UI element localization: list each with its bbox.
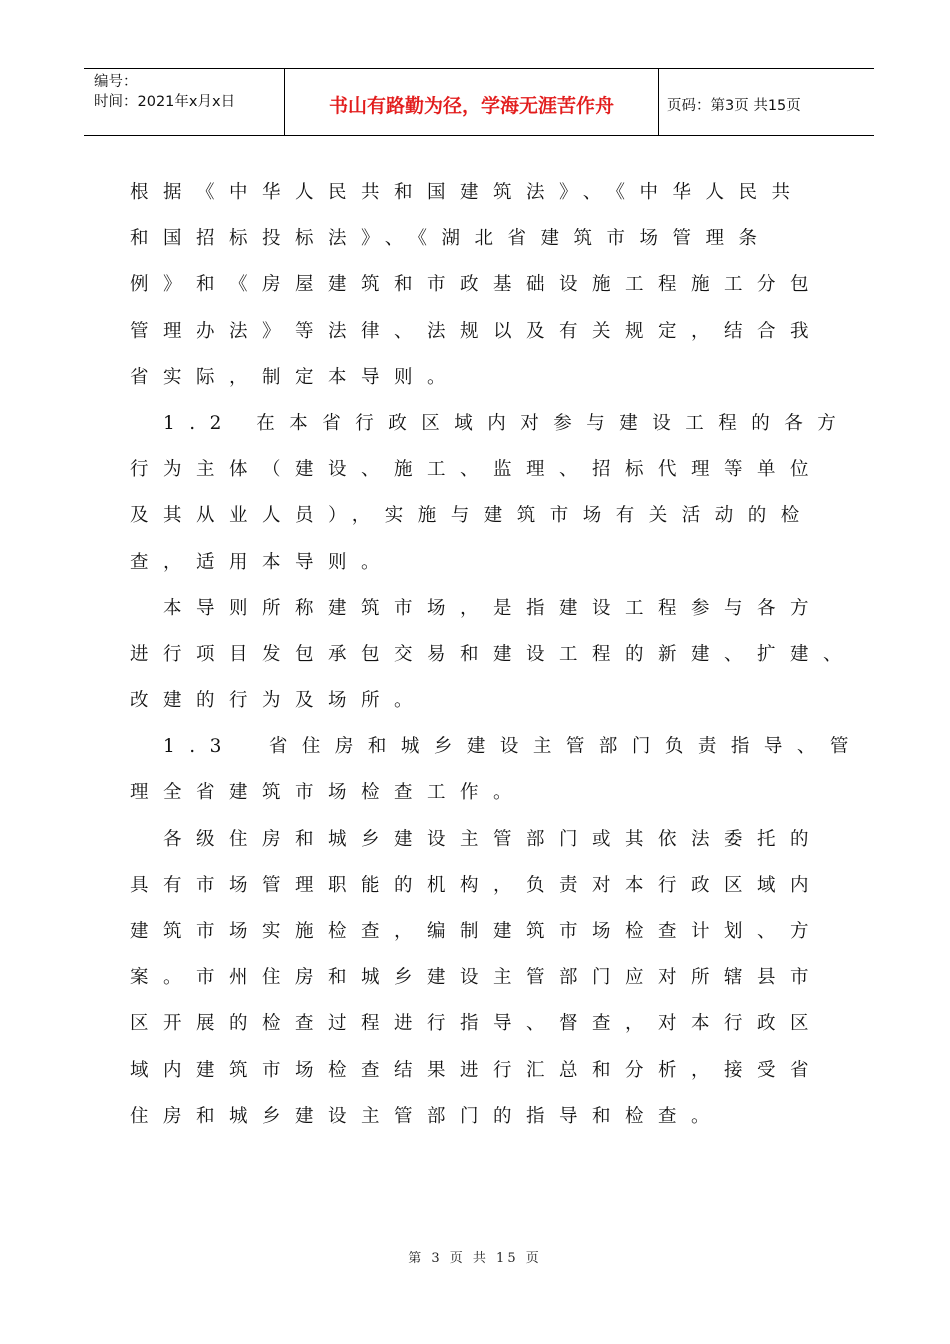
body-line: 和国招标投标法》、《湖北省建筑市场管理条	[130, 228, 772, 250]
body-line: 具有市场管理职能的机构，负责对本行政区域内	[130, 874, 824, 896]
body-line: 域内建筑市场检查结果进行汇总和分析，接受省	[130, 1059, 824, 1081]
header-motto: 书山有路勤为径，学海无涯苦作舟	[285, 69, 659, 135]
body-line: 行为主体（建设、施工、监理、招标代理等单位	[130, 459, 824, 481]
body-line: 根据《中华人民共和国建筑法》、《中华人民共	[130, 182, 805, 203]
page-footer: 第 3 页 共 15 页	[408, 1251, 542, 1266]
body-line: 区开展的检查过程进行指导、督查，对本行政区	[130, 1013, 824, 1035]
body-line: 及其从业人员），实施与建筑市场有关活动的检	[130, 505, 814, 527]
document-body	[130, 176, 863, 1146]
body-line: 住房和城乡建设主管部门的指导和检查。	[130, 1105, 725, 1127]
body-line: 改建的行为及场所。	[130, 690, 428, 712]
header-table	[84, 68, 874, 136]
body-line: 各级住房和城乡建设主管部门或其依法委托的	[130, 828, 824, 850]
body-line: 本导则所称建筑市场，是指建设工程参与各方	[130, 597, 824, 619]
body-line: 建筑市场实施检查，编制建筑市场检查计划、方	[130, 921, 824, 942]
body-line: 1.3 省住房和城乡建设主管部门负责指导、管	[130, 736, 863, 758]
body-line: 省实际，制定本导则。	[130, 366, 461, 388]
body-line: 查，适用本导则。	[130, 551, 395, 573]
document-time-label: 时间：2021年x月x日	[94, 94, 236, 110]
body-line: 管理办法》等法律、法规以及有关规定，结合我	[130, 320, 824, 342]
body-line: 进行项目发包承包交易和建设工程的新建、扩建、	[130, 643, 857, 665]
body-line: 案。市州住房和城乡建设主管部门应对所辖县市	[130, 967, 824, 989]
document-number-label: 编号：	[94, 74, 138, 90]
body-line: 理全省建筑市场检查工作。	[130, 782, 527, 804]
header-meta-cell	[84, 69, 285, 135]
body-line: 例》和《房屋建筑和市政基础设施工程施工分包	[130, 274, 824, 296]
header-page-label: 页码：第3页 共15页	[667, 97, 801, 114]
body-line: 1.2 在本省行政区域内对参与建设工程的各方	[130, 412, 851, 434]
